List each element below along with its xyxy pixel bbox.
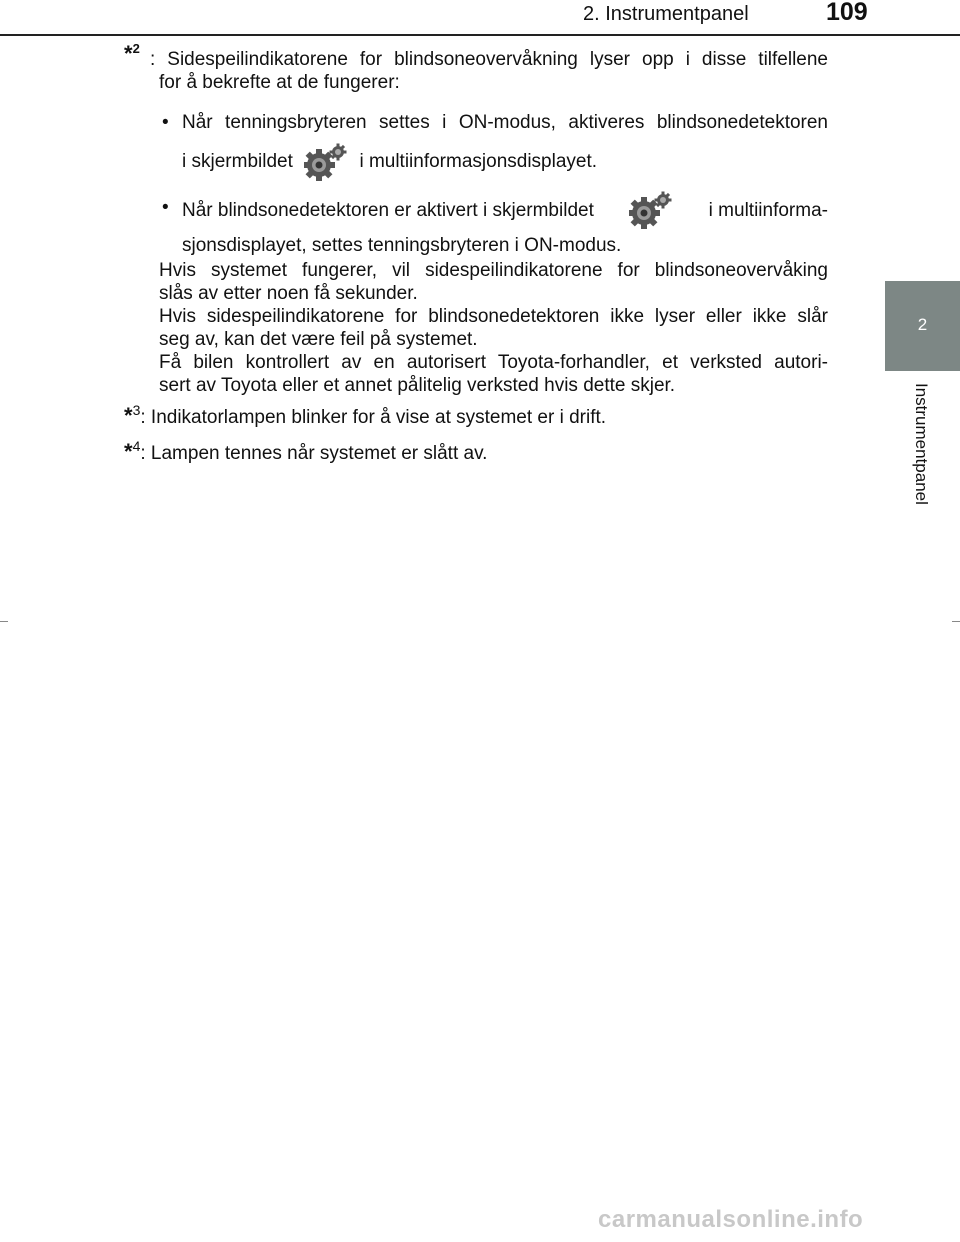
paragraph-line-4: seg av, kan det være feil på systemet.: [159, 329, 478, 350]
paragraph-line-6: sert av Toyota eller et annet pålitelig verksted hvis dette skjer.: [159, 375, 676, 396]
bullet-1-line2-after: i multiinformasjonsdisplayet.: [359, 151, 598, 173]
footnote-2-intro-line2: for å bekrefte at de fungerer:: [159, 72, 400, 93]
header-rule: [0, 34, 960, 36]
footnote-2-intro: [150, 48, 828, 94]
footnote-2-marker: [124, 42, 140, 69]
section-title: 2. Instrumentpanel: [583, 3, 749, 25]
footnote-3-text: : Indikatorlampen blinker for å vise at systemet er i drift.: [140, 407, 607, 428]
footnote-2-intro-line1: : Sidespeilindikatorene for blindsoneovervåkning lyser opp i disse tilfellene: [150, 49, 828, 70]
footnote-number: 3: [132, 402, 141, 418]
footnote-number: 4: [132, 438, 141, 454]
bullet-2-line1: [182, 190, 828, 230]
chapter-label-text: Instrumentpanel: [912, 383, 931, 505]
watermark: carmanualsonline.info: [598, 1206, 864, 1233]
footnote-3: [124, 404, 606, 430]
footnote-number: 2: [132, 41, 140, 56]
chapter-number: 2: [917, 315, 928, 334]
chapter-tab: [885, 281, 960, 371]
chapter-label: [908, 383, 934, 528]
bullet-2-line1-before: Når blindsonedetektoren er aktivert i skjermbildet: [182, 199, 594, 221]
paragraph-line-1: Hvis systemet fungerer, vil sidespeilindikatorene for blindsoneovervåking: [159, 260, 828, 281]
gear-settings-icon: [629, 190, 673, 230]
paragraph-line-2: slås av etter noen få sekunder.: [159, 283, 418, 304]
crop-mark-left: [0, 621, 8, 622]
bullet-1-line2-before: i skjermbildet: [182, 151, 293, 173]
bullet-1-line2: [182, 142, 828, 182]
crop-mark-right: [952, 621, 960, 622]
footnote-marker: *: [124, 439, 133, 464]
bullet-2-line1-after: i multiinforma-: [708, 199, 828, 221]
footnote-marker: *: [124, 403, 133, 428]
paragraph-line-3: Hvis sidespeilindikatorene for blindsonedetektoren ikke lyser eller ikke slår: [159, 306, 828, 327]
footnote-4-text: : Lampen tennes når systemet er slått av.: [140, 443, 488, 464]
bullet-dot: •: [162, 197, 169, 218]
gear-settings-icon: [304, 142, 348, 182]
page-number: 109: [826, 0, 868, 26]
footnote-4: [124, 440, 487, 466]
bullet-2-line2: sjonsdisplayet, settes tenningsbryteren i ON-modus.: [182, 235, 622, 256]
paragraph-line-5: Få bilen kontrollert av en autorisert Toyota-forhandler, et verksted autori-: [159, 352, 828, 373]
footnote-marker: *: [124, 41, 133, 66]
bullet-dot: •: [162, 112, 169, 133]
footnote-2-paragraph: [159, 259, 828, 397]
bullet-1-line1: Når tenningsbryteren settes i ON-modus, aktiveres blindsonedetektoren: [182, 112, 828, 133]
